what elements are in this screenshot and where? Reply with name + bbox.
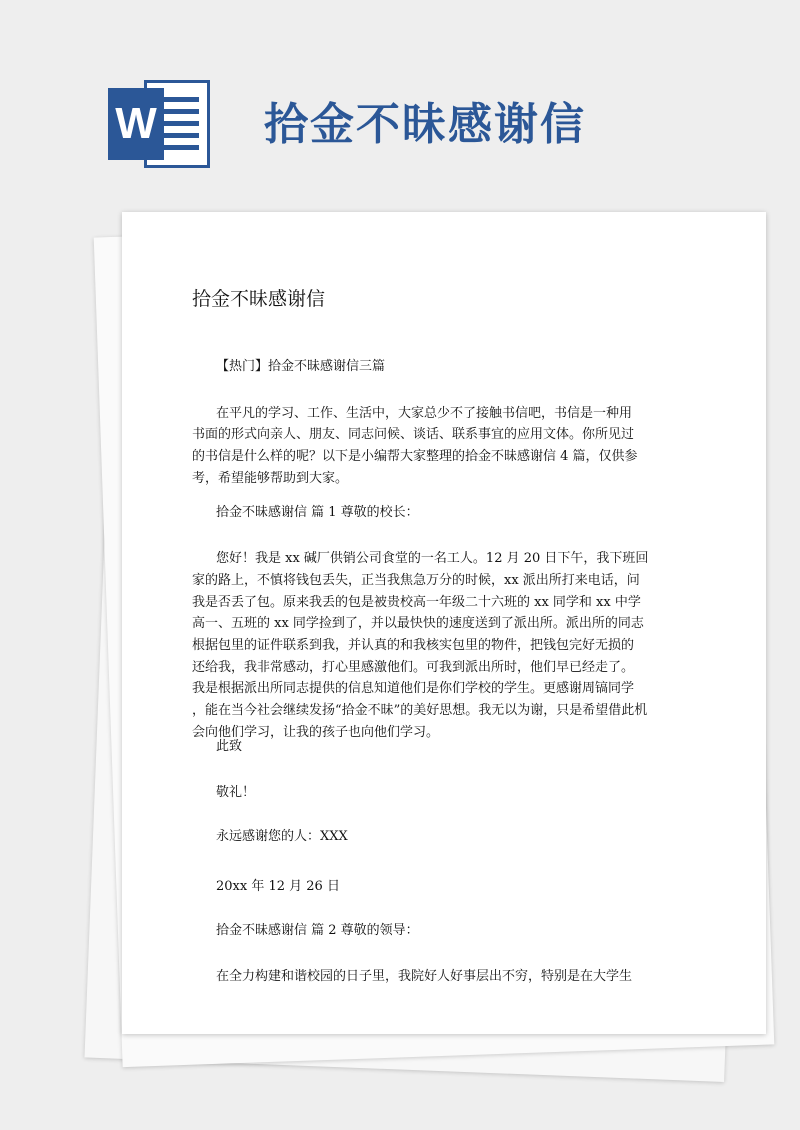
signature: 永远感谢您的人：XXX	[216, 829, 348, 844]
letter2-heading: 拾金不昧感谢信 篇 2 尊敬的领导：	[216, 923, 419, 938]
closing-salutation: 此致	[216, 739, 243, 754]
letter1-line: 我是根据派出所同志提供的信息知道他们是你们学校的学生。更感谢周镐同学	[192, 681, 635, 696]
letter1-line: 还给我，我非常感动，打心里感激他们。可我到派出所时，他们早已经走了。	[192, 660, 635, 675]
letter1-line: 我是否丢了包。原来我丢的包是被贵校高一年级二十六班的 xx 同学和 xx 中学	[192, 595, 641, 610]
word-logo-letter: W	[108, 88, 164, 160]
intro-line: 的书信是什么样的呢？以下是小编帮大家整理的拾金不昧感谢信 4 篇，仅供参	[192, 449, 638, 464]
letter-date: 20xx 年 12 月 26 日	[216, 879, 340, 894]
word-icon	[108, 72, 212, 176]
letter1-line: 您好！我是 xx 碱厂供销公司食堂的一名工人。12 月 20 日下午，我下班回	[216, 551, 649, 566]
letter1-line: 会向他们学习，让我的孩子也向他们学习。	[192, 725, 440, 740]
document-page	[122, 212, 766, 1034]
page-heading: 拾金不昧感谢信	[264, 99, 586, 150]
letter1-line: 家的路上，不慎将钱包丢失，正当我焦急万分的时候，xx 派出所打来电话，问	[192, 573, 640, 588]
intro-line: 在平凡的学习、工作、生活中，大家总少不了接触书信吧，书信是一种用	[216, 406, 633, 421]
letter1-line: ，能在当今社会继续发扬“拾金不昧”的美好思想。我无以为谢，只是希望借此机	[192, 703, 648, 718]
letter2-line: 在全力构建和谐校园的日子里，我院好人好事层出不穷，特别是在大学生	[216, 969, 633, 984]
document-subtitle: 【热门】拾金不昧感谢信三篇	[216, 359, 386, 374]
page-header	[0, 0, 800, 200]
document-title: 拾金不昧感谢信	[192, 288, 326, 310]
letter1-line: 高一、五班的 xx 同学捡到了，并以最快快的速度送到了派出所。派出所的同志	[192, 616, 644, 631]
closing-regards: 敬礼！	[216, 785, 256, 800]
letter1-heading: 拾金不昧感谢信 篇 1 尊敬的校长：	[216, 505, 419, 520]
intro-line: 书面的形式向亲人、朋友、同志问候、谈话、联系事宜的应用文体。你所见过	[192, 427, 635, 442]
intro-line: 考，希望能够帮助到大家。	[192, 471, 349, 486]
letter1-line: 根据包里的证件联系到我，并认真的和我核实包里的物件，把钱包完好无损的	[192, 638, 635, 653]
